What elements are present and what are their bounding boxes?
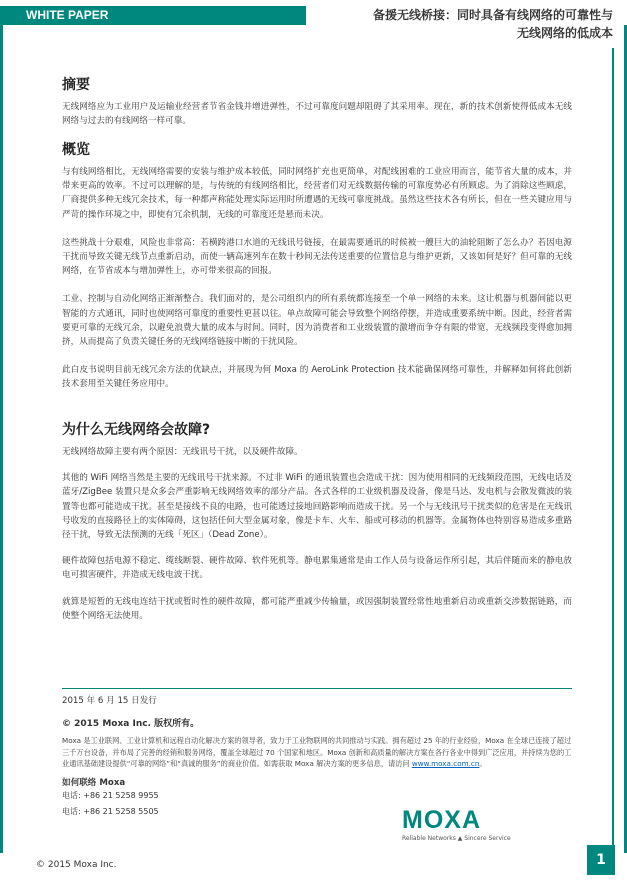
contact-heading: 如何联络 Moxa <box>62 777 126 788</box>
company-description <box>62 735 572 770</box>
why-section <box>62 419 572 623</box>
overview-paragraph-3: 工业、控制与自动化网络正渐渐整合。我们面对的，是公司组织内的所有系统都连接至一个单一网络的未来。这让机器与机器间能以更智能的方式通讯，同时也使网络可靠度的重要性更甚以往。单点故障可能会导致整个网络停摆，并造成重要系统中断。因此，经营者需要更可靠的无线冗余，以避免浪费大量的成本与时间。同时，因为消费者和工业级装置的激增而争夺有限的带宽，无线频段变得愈加拥挤，从而提高了负责关键任务的无线网络链接中断的干扰风险。 <box>62 294 572 348</box>
bottom-copyright: © 2015 Moxa Inc. <box>36 860 117 870</box>
overview-heading: 概览 <box>62 142 90 158</box>
publish-date: 2015 年 6 月 15 日发行 <box>62 696 157 706</box>
moxa-logo-tagline: Reliable Networks ▲ Sincere Service <box>402 835 511 842</box>
summary-section <box>62 74 572 128</box>
why-paragraph-3: 硬件故障包括电源不稳定、缆线断裂、硬件故障、软件死机等。静电累集通常是由工作人员与设备运作所引起，其后伴随而来的静电放电可损害硬件，并造成无线电波干扰。 <box>62 556 572 581</box>
frame-inner-right-rule <box>612 48 614 853</box>
moxa-logo <box>402 806 532 842</box>
footer <box>62 694 572 842</box>
why-paragraph-1: 无线网络故障主要有两个原因：无线讯号干扰，以及硬件故障。 <box>62 447 303 457</box>
page-number: 1 <box>587 845 615 875</box>
why-paragraph-2: 其他的 WiFi 网络当然是主要的无线讯号干扰来源。不过非 WiFi 的通讯装置也会造成干扰：因为使用相同的无线频段范围，无线电话及蓝牙/ZigBee 装置只是众多会严重影响无线网络效率的部分产品。各式各样的工业级机器及设备，像是马达、发电机与会散发微波的装置等也都可能造成干扰。甚至是接线不良的电路，也可能透过接地回路影响而造成干扰。另一个与无线讯号干扰类似的危害是在无线讯号收发的直接路径上的实体障碍，这包括任何大型金属对象，像是卡车、火车、船或可移动的机器等。金属物体也特别容易造成多重路径干扰，导致无法预测的无线「死区」（Dead Zone）。 <box>62 473 572 541</box>
overview-section <box>62 139 572 392</box>
company-description-end: 。 <box>479 759 487 769</box>
overview-paragraph-1: 与有线网络相比，无线网络需要的安装与维护成本较低，同时网络扩充也更简单，对配线困难的工业应用而言，能节省大量的成本，并带来更高的效率。不过可以理解的是，与传统的有线网络相比，经营者们对无线数据传输的可靠度势必有所顾虑。为了消除这些顾虑，厂商提供多种无线冗余技术，每一种都声称能处理实际运用时所遭遇的无线可靠度挑战。虽然这些技术各有所长，但在一些关键应用与严苛的操作环境之中，即使有冗余机制，无线的可靠度还是悬而未决。 <box>62 167 572 220</box>
document-title-line1: 备援无线桥接：同时具备有线网络的可靠性与 <box>372 8 613 22</box>
why-paragraph-4: 就算是短暂的无线电连结干扰或暂时性的硬件故障，都可能严重减少传输量，或因强制装置经常性地重新启动或重新交涉数据链路，而使整个网络无法使用。 <box>62 596 572 621</box>
overview-paragraph-4: 此白皮书说明目前无线冗余方法的优缺点，并展现为何 Moxa 的 AeroLink Protection 技术能确保网络可靠性，并解释如何将此创新技术套用至关键任务应用中。 <box>62 365 572 390</box>
overview-paragraph-2: 这些挑战十分艰难，风险也非常高：若横跨港口水道的无线讯号链接，在最需要通讯的时候被一艘巨大的油轮阻断了怎么办？若因电源干扰而导致关键无线节点重新启动，而使一辆高速列车在数十秒间无法传送重要的位置信息与维护更新，又该如何是好？但可靠的无线网络，在节省成本与增加弹性上，亦可带来很高的回报。 <box>62 237 572 277</box>
moxa-logo-word: MOXA <box>402 806 481 834</box>
summary-text: 无线网络应为工业用户及运输业经营者节省金钱并增进弹性，不过可靠度问题却阻碍了其采用率。现在，新的技术创新使得低成本无线网络与过去的有线网络一样可靠。 <box>62 102 572 127</box>
document-title <box>313 6 613 42</box>
phone-1: 电话: +86 21 5258 9955 <box>62 790 159 800</box>
footer-divider <box>62 688 572 689</box>
website-link[interactable]: www.moxa.com.cn <box>411 759 480 769</box>
phone-2: 电话: +86 21 5258 5505 <box>62 806 159 816</box>
copyright-notice: © 2015 Moxa Inc. 版权所有。 <box>62 719 200 729</box>
company-description-text: Moxa 是工业联网、工业计算机和远程自动化解决方案的领导者，致力于工业物联网的共同推动与实践。拥有超过 25 年的行业经验，Moxa 在全球已连接了超过三千万台设备，并布局了完善的经销和服务网络，覆盖全球超过 70 个国家和地区。Moxa 创新和高质量的解决方案在各行各业中得到广泛应用，并持续为您的工业通讯基础建设提供“可靠的网络”和“真诚的服务”的商业价值。如需获取 Moxa 解决方案的更多信息，请访问 <box>62 736 572 769</box>
frame-left-rule <box>0 25 3 853</box>
summary-heading: 摘要 <box>62 77 90 93</box>
document-title-line2: 无线网络的低成本 <box>516 26 613 40</box>
white-paper-label: WHITE PAPER <box>0 6 306 25</box>
why-heading: 为什么无线网络会故障? <box>62 422 211 438</box>
